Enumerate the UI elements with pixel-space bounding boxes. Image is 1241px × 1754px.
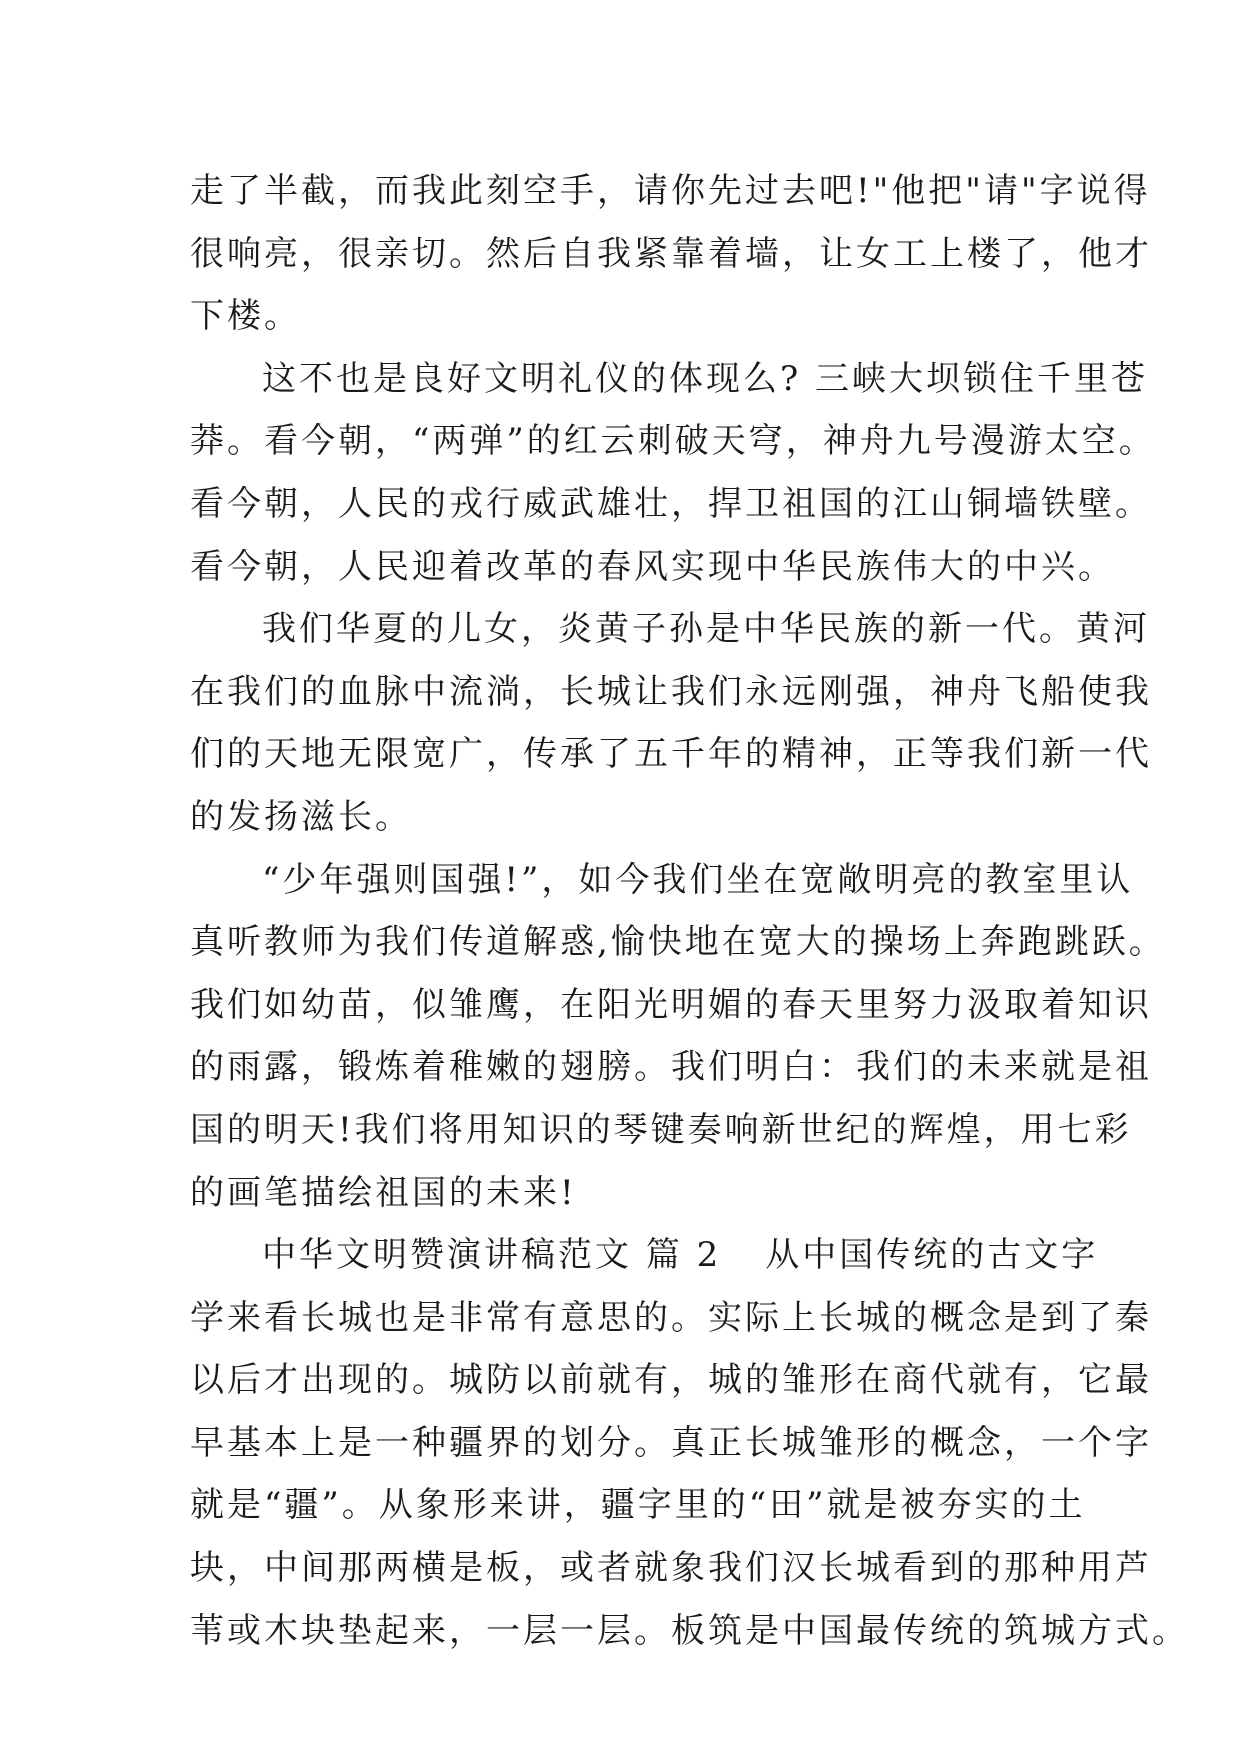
text-line: 们的天地无限宽广，传承了五千年的精神，正等我们新一代 [190,734,1152,775]
text-line: 看今朝，人民迎着改革的春风实现中华民族伟大的中兴。 [190,546,1115,587]
text-line: 学来看长城也是非常有意思的。实际上长城的概念是到了秦 [190,1297,1152,1338]
text-line: 以后才出现的。城防以前就有，城的雏形在商代就有，它最 [190,1360,1152,1401]
text-line: 的发扬滋长。 [190,796,412,837]
text-line: 我们如幼苗，似雏鹰，在阳光明媚的春天里努力汲取着知识 [190,984,1152,1025]
text-line: 国的明天!我们将用知识的琴键奏响新世纪的辉煌，用七彩 [190,1109,1132,1150]
text-line: 我们华夏的儿女，炎黄子孙是中华民族的新一代。黄河 [262,609,1150,650]
text-line: 看今朝，人民的戎行威武雄壮，捍卫祖国的江山铜墙铁壁。 [190,483,1152,524]
text-line: 真听教师为我们传道解惑,愉快地在宽大的操场上奔跑跳跃。 [190,922,1166,963]
section-title: 中华文明赞演讲稿范文 [262,1235,632,1276]
text-line: 早基本上是一种疆界的划分。真正长城雏形的概念，一个字 [190,1422,1152,1463]
section-part: 篇 2 [645,1235,722,1276]
text-line: 很响亮，很亲切。然后自我紧靠着墙，让女工上楼了，他才 [190,233,1152,274]
section-lead-text: 从中国传统的古文字 [765,1235,1099,1276]
section-heading-line [190,1224,1099,1287]
body-text [190,160,1189,1662]
text-line: 下楼。 [190,296,301,337]
text-line: 莽。看今朝，“两弹”的红云刺破天穹，神舟九号漫游太空。 [190,421,1156,462]
text-line: 苇或木块垫起来，一层一层。板筑是中国最传统的筑城方式。 [190,1610,1189,1651]
text-line: 这不也是良好文明礼仪的体现么? 三峡大坝锁住千里苍 [262,358,1149,399]
text-line: 的画笔描绘祖国的未来! [190,1172,577,1213]
text-line: 在我们的血脉中流淌，长城让我们永远刚强，神舟飞船使我 [190,671,1152,712]
text-line: “少年强则国强!”，如今我们坐在宽敞明亮的教室里认 [262,859,1134,900]
text-line: 的雨露，锻炼着稚嫩的翅膀。我们明白：我们的未来就是祖 [190,1047,1152,1088]
text-line: 就是“疆”。从象形来讲，疆字里的“田”就是被夯实的土 [190,1485,1086,1526]
text-line: 块，中间那两横是板，或者就象我们汉长城看到的那种用芦 [190,1548,1152,1589]
text-line: 走了半截，而我此刻空手，请你先过去吧!"他把"请"字说得 [190,171,1151,211]
